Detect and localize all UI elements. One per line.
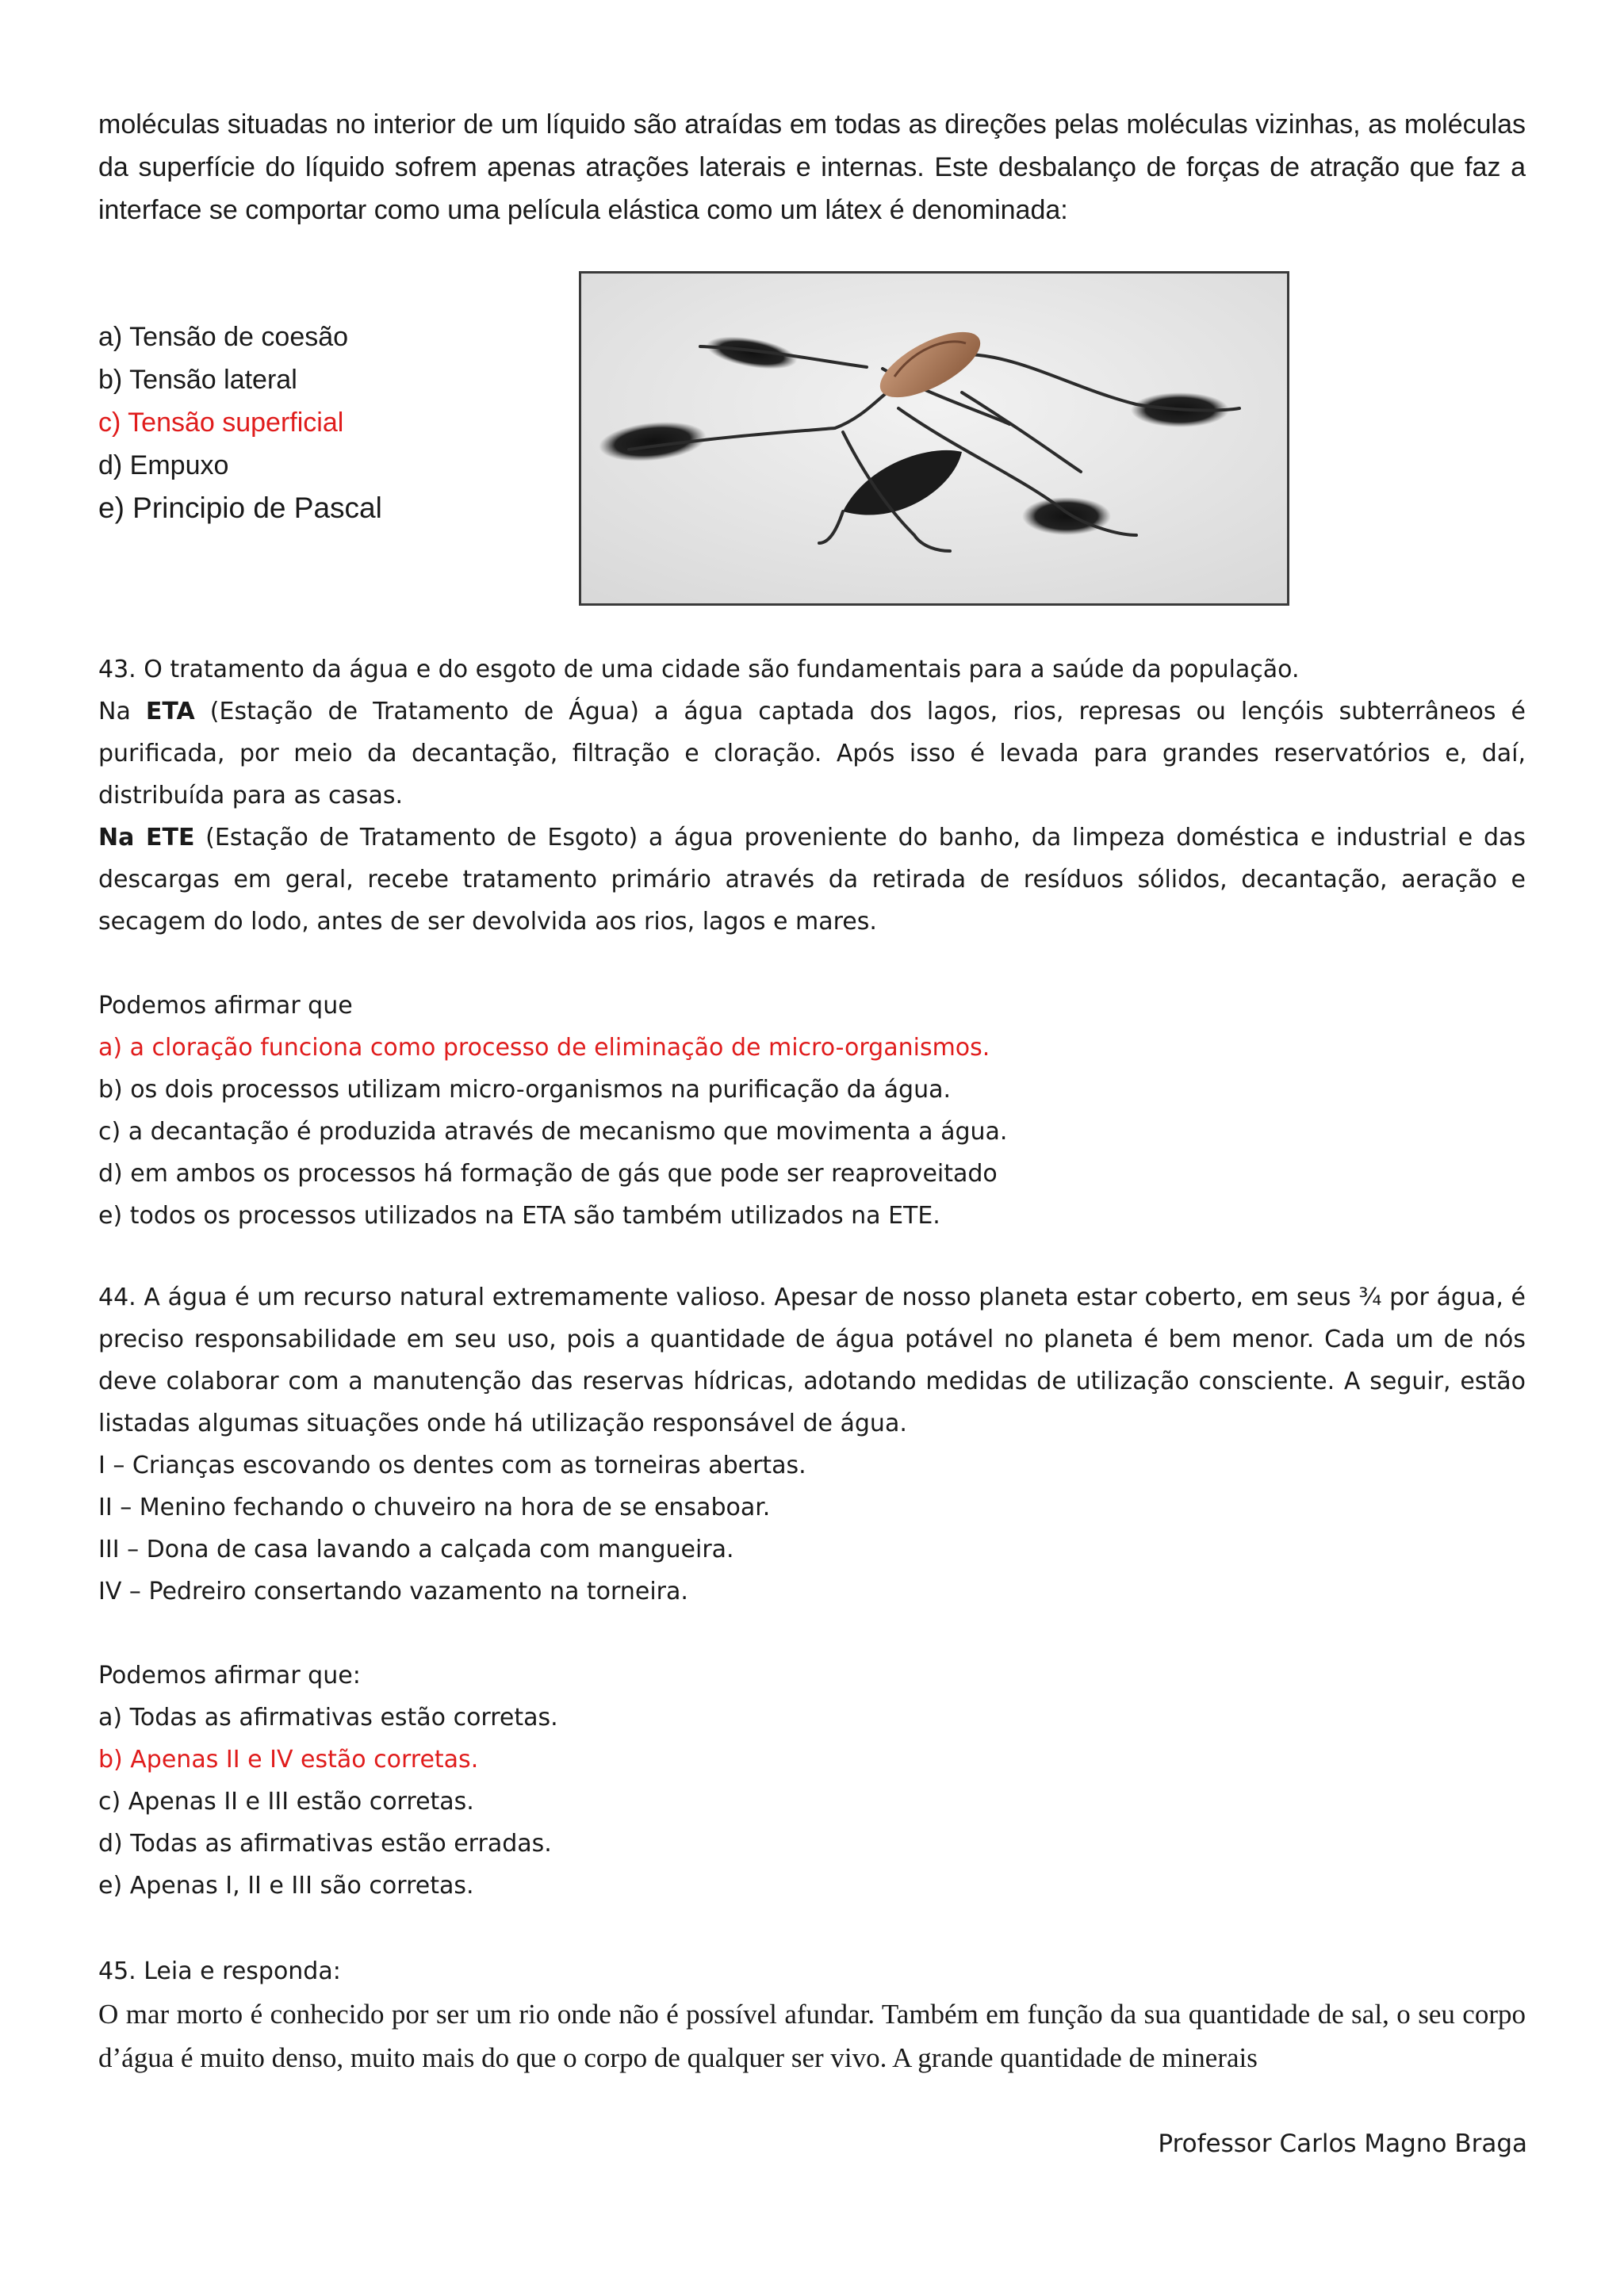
q44-option-c: c) Apenas II e III estão corretas.: [98, 1788, 474, 1816]
q44-item-iii: III – Dona de casa lavando a calçada com mangueira.: [98, 1536, 734, 1563]
q44-item-iv: IV – Pedreiro consertando vazamento na torneira.: [98, 1578, 688, 1605]
q44-paragraph: 44. A água é um recurso natural extremamente valioso. Apesar de nosso planeta estar coberto, em seus ¾ por água, é preciso responsabilidade em seu uso, pois a quantidade de água potável no planeta é bem menor. Cada um de nós deve colaborar com a manutenção das reservas hídricas, adotando medidas de utilização consciente. A seguir, estão listadas algumas situações onde há utilização responsável de água.: [98, 1284, 1526, 1437]
q43-prompt: Podemos afirmar que: [98, 992, 353, 1020]
footer-author: Professor Carlos Magno Braga: [1158, 2130, 1527, 2158]
q42-option-e: e) Principio de Pascal: [98, 492, 382, 524]
q42-stem: moléculas situadas no interior de um líquido são atraídas em todas as direções pelas moléculas vizinhas, as moléculas da superfície do líquido sofrem apenas atrações laterais e internas. Este desbalanço de forças de atração que faz a interface se comportar como uma película elástica como um látex é denominada:: [98, 109, 1526, 225]
q44-item-ii: II – Menino fechando o chuveiro na hora de se ensaboar.: [98, 1494, 771, 1521]
q44-prompt: Podemos afirmar que:: [98, 1662, 361, 1689]
q45-title: 45. Leia e responda:: [98, 1957, 341, 1985]
q43-intro: 43. O tratamento da água e do esgoto de uma cidade são fundamentais para a saúde da população.: [98, 656, 1300, 683]
q42-option-c-answer: c) Tensão superficial: [98, 408, 344, 438]
q44-option-d: d) Todas as afirmativas estão erradas.: [98, 1830, 552, 1858]
q43-ete-paragraph: Na ETE (Estação de Tratamento de Esgoto) a água proveniente do banho, da limpeza doméstica e industrial e das descargas em geral, recebe tratamento primário através da retirada de resíduos sólidos, decantação, aeração e secagem do lodo, antes de ser devolvida aos rios, lagos e mares.: [98, 824, 1526, 936]
q43-option-b: b) os dois processos utilizam micro-organismos na purificação da água.: [98, 1076, 952, 1104]
q44-option-b-answer: b) Apenas II e IV estão corretas.: [98, 1746, 479, 1774]
q45-text: O mar morto é conhecido por ser um rio onde não é possível afundar. Também em função da sua quantidade de sal, o seu corpo d’água é muito denso, muito mais do que o corpo de qualquer ser vivo. A grande quantidade de minerais: [98, 1999, 1526, 2073]
q43-option-a-answer: a) a cloração funciona como processo de eliminação de micro-organismos.: [98, 1034, 990, 1062]
q44-option-a: a) Todas as afirmativas estão corretas.: [98, 1704, 558, 1732]
q44-option-e: e) Apenas I, II e III são corretas.: [98, 1872, 474, 1900]
q45: [98, 1950, 1526, 2080]
q42-option-b: b) Tensão lateral: [98, 365, 297, 395]
q42-option-a: a) Tensão de coesão: [98, 322, 349, 352]
ete-label: Na ETE: [98, 824, 195, 851]
eta-label: ETA: [145, 698, 195, 725]
water-strider-photo: [579, 271, 1289, 606]
q44: [98, 1276, 1526, 1907]
q42-options: [98, 316, 382, 530]
q43: [98, 649, 1526, 1237]
q43-eta-paragraph: Na ETA (Estação de Tratamento de Água) a água captada dos lagos, rios, represas ou lençóis subterrâneos é purificada, por meio da decantação, filtração e cloração. Após isso é levada para grandes reservatórios e, daí, distribuída para as casas.: [98, 698, 1526, 809]
q42-option-d: d) Empuxo: [98, 450, 229, 480]
q43-option-d: d) em ambos os processos há formação de gás que pode ser reaproveitado: [98, 1160, 998, 1188]
q43-option-e: e) todos os processos utilizados na ETA são também utilizados na ETE.: [98, 1202, 940, 1230]
q43-option-c: c) a decantação é produzida através de mecanismo que movimenta a água.: [98, 1118, 1008, 1146]
q44-item-i: I – Crianças escovando os dentes com as torneiras abertas.: [98, 1452, 806, 1479]
